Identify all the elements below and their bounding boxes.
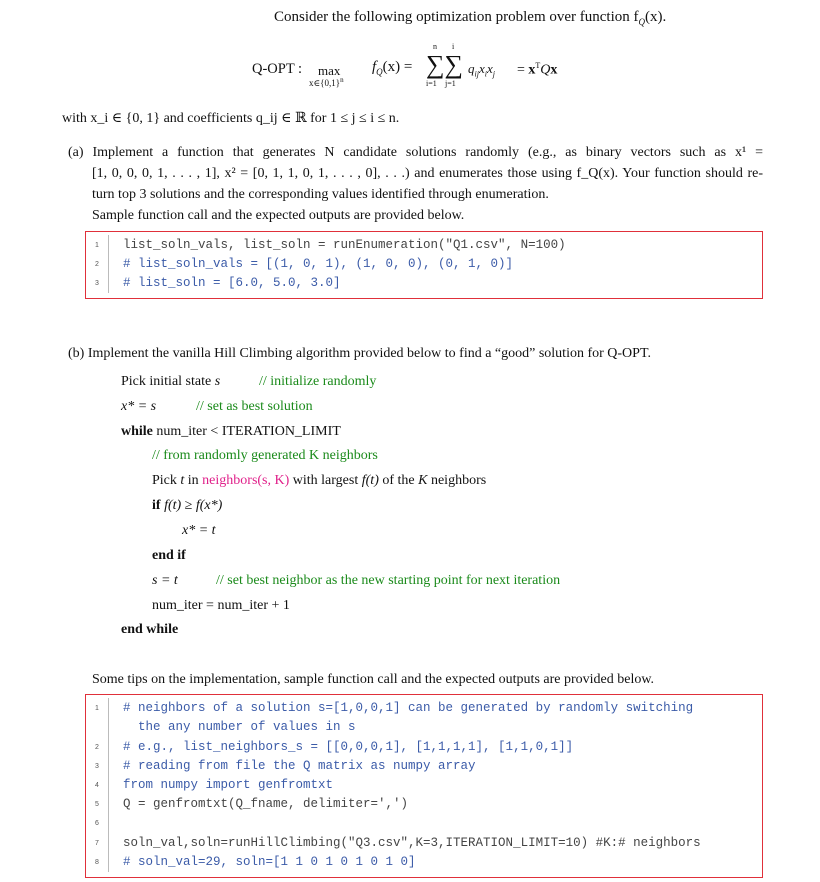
- algo-line-9: s = t: [152, 573, 178, 588]
- sum-symbols: ∑∑: [426, 50, 464, 79]
- with-line: with x_i ∈ {0, 1} and coefficients q_ij ∈ ℝ for 1 ≤ j ≤ i ≤ n.: [62, 111, 400, 126]
- tips-line: Some tips on the implementation, sample function call and the expected outputs are provided below.: [92, 672, 655, 687]
- code-line: soln_val,soln=runHillClimbing("Q3.csv",K=3,ITERATION_LIMIT=10) #K:# neighbors: [123, 836, 701, 850]
- code-comment: # reading from file the Q matrix as numpy array: [123, 759, 476, 773]
- algo-line-8: end if: [152, 548, 186, 563]
- line-number: 2: [95, 261, 99, 268]
- sum1-bottom: i=1: [426, 79, 437, 88]
- algo-comment-9: // set best neighbor as the new starting point for next iteration: [216, 573, 561, 588]
- line-number: 4: [95, 782, 99, 789]
- part-a-line4: Sample function call and the expected outputs are provided below.: [92, 208, 465, 223]
- code-comment: # neighbors of a solution s=[1,0,0,1] can be generated by randomly switching: [123, 701, 694, 715]
- line-number: 3: [95, 763, 99, 770]
- line-number: 2: [95, 744, 99, 751]
- formula-max: max: [318, 63, 341, 78]
- algo-comment-4: // from randomly generated K neighbors: [152, 448, 378, 463]
- line-number: 1: [95, 705, 99, 712]
- line-number: 5: [95, 801, 99, 808]
- intro-arg: (x).: [645, 9, 667, 25]
- line-number: 1: [95, 242, 99, 249]
- line-number: 6: [95, 820, 99, 827]
- code-gutter-a: [108, 235, 109, 293]
- intro-line: [274, 9, 666, 27]
- intro-text: Consider the following optimization problem over function f: [274, 9, 639, 25]
- sum2-bottom: j=1: [445, 79, 456, 88]
- part-b-title: (b) Implement the vanilla Hill Climbing algorithm provided below to find a “good” solution for Q-OPT.: [68, 346, 651, 361]
- algo-line-1: Pick initial state s: [121, 374, 221, 389]
- part-a-line3: turn top 3 solutions and the corresponding values identified through enumeration.: [92, 187, 549, 202]
- formula-label: Q-OPT :: [252, 61, 303, 77]
- sum1-top: n: [433, 42, 437, 51]
- line-number: 7: [95, 840, 99, 847]
- code-comment: # soln_val=29, soln=[1 1 0 1 0 1 0 1 0]: [123, 855, 416, 869]
- formula-fq: $f_Q(x)$ =: [372, 59, 413, 77]
- formula-max-domain: $x\in\{0,1\}^n$: [309, 76, 344, 88]
- algo-line-5: Pick t in neighbors(s, K) with largest f(t) of the K neighbors: [152, 473, 487, 488]
- algo-line-6: if f(t) ≥ f(x*): [152, 498, 223, 513]
- code-gutter-b: [108, 698, 109, 872]
- line-number: 3: [95, 280, 99, 287]
- algo-line-3: while num_iter < ITERATION_LIMIT: [121, 424, 341, 439]
- code-line: list_soln_vals, list_soln = runEnumeration("Q1.csv", N=100): [123, 238, 566, 252]
- line-number: 8: [95, 859, 99, 866]
- code-comment: the any number of values in s: [123, 720, 356, 734]
- algo-line-2: x* = s: [121, 399, 157, 414]
- formula-rhs: = $x^TQx$: [517, 61, 558, 78]
- intro-sub: Q: [638, 17, 646, 27]
- algo-line-10: num_iter = num_iter + 1: [152, 598, 290, 613]
- sum2-top: i: [452, 42, 455, 51]
- code-comment: # e.g., list_neighbors_s = [[0,0,0,1], [1,1,1,1], [1,1,0,1]]: [123, 740, 574, 754]
- part-a-line1: (a) Implement a function that generates N candidate solutions randomly (e.g., as binary vectors such as x¹ =: [68, 145, 763, 160]
- part-a-line2: [1, 0, 0, 0, 1, . . . , 1], x² = [0, 1, 1, 0, 1, . . . , 0], . . .) and enumerates those using f_Q(x). Your function should re-: [92, 166, 763, 181]
- code-line: Q = genfromtxt(Q_fname, delimiter=','): [123, 797, 409, 811]
- code-comment: # list_soln_vals = [(1, 0, 1), (1, 0, 0), (0, 1, 0)]: [123, 257, 514, 271]
- algo-line-11: end while: [121, 622, 179, 637]
- code-comment: # list_soln = [6.0, 5.0, 3.0]: [123, 276, 341, 290]
- code-line: from numpy import genfromtxt: [123, 778, 334, 792]
- formula-term: $q_{ij}x_ix_j$: [468, 61, 495, 79]
- algo-comment-1: // initialize randomly: [259, 374, 377, 389]
- algo-comment-2: // set as best solution: [196, 399, 313, 414]
- algo-line-7: x* = t: [182, 523, 216, 538]
